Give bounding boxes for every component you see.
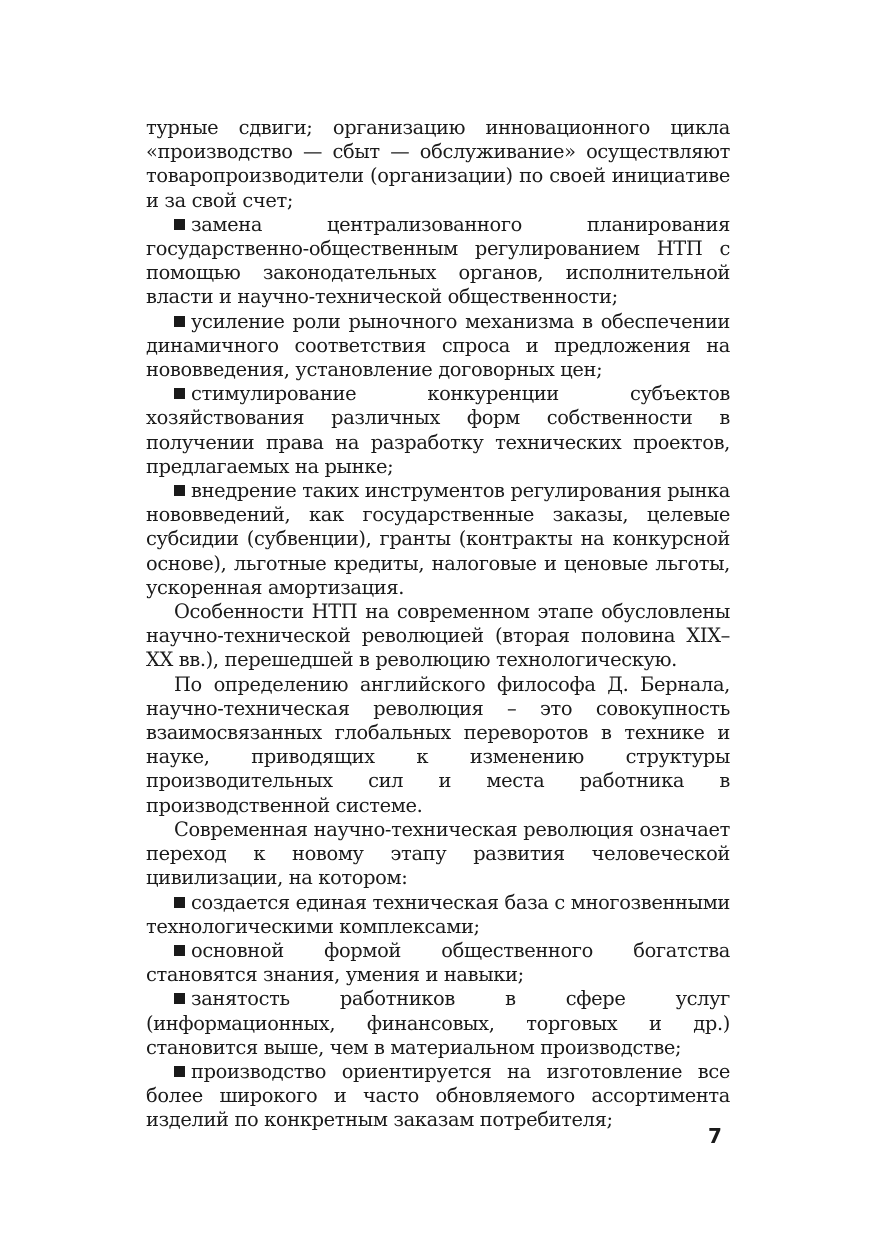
square-bullet-icon [174, 897, 185, 908]
paragraph-continuation: турные сдвиги; организацию инновационного цикла «производство — сбыт — обслуживание» осуществляют товаропроизводители (организации) по своей инициативе и за свой счет; [146, 116, 730, 212]
bullet-text: создается единая техническая база с многозвенными технологическими комплексами; [146, 890, 730, 938]
bullet-item [146, 987, 730, 1060]
bullet-text: замена централизованного планирования государственно-общественным регулированием НТП с помощью законодательных органов, исполнительной власти и научно-технической общественности; [146, 212, 730, 309]
bullet-text: основной формой общественного богатства становятся знания, умения и навыки; [146, 938, 730, 987]
paragraph: Современная научно-техническая революция означает переход к новому этапу развития человеческой цивилизации, на котором: [146, 817, 730, 890]
bullet-text: занятость работников в сфере услуг (информационных, финансовых, торговых и др.) становится выше, чем в материальном производстве; [146, 987, 730, 1059]
bullet-item [146, 891, 730, 939]
square-bullet-icon [174, 485, 185, 496]
paragraph: По определению английского философа Д. Бернала, научно-техническая революция – это совокупность взаимосвязанных глобальных переворотов в технике и науке, приводящих к изменению структуры производительных сил и места работника в производственной системе. [146, 672, 730, 817]
bullet-item [146, 213, 730, 310]
paragraph: Особенности НТП на современном этапе обусловлены научно-технической революцией (вторая половина XIX–XX вв.), перешедшей в революцию технологическую. [146, 600, 730, 672]
bullet-text: производство ориентируется на изготовление все более широкого и часто обновляемого ассортимента изделий по конкретным заказам потребителя; [146, 1059, 730, 1132]
bullet-text: усиление роли рыночного механизма в обеспечении динамичного соответствия спроса и предложения на нововведения, установление договорных цен; [146, 309, 730, 382]
square-bullet-icon [174, 388, 185, 399]
bullet-item [146, 479, 730, 600]
bullet-item [146, 310, 730, 383]
bullet-text: стимулирование конкуренции субъектов хозяйствования различных форм собственности в получении права на разработку технических проектов, предлагаемых на рынке; [146, 382, 730, 478]
square-bullet-icon [174, 993, 185, 1004]
square-bullet-icon [174, 945, 185, 956]
bullet-item [146, 939, 730, 987]
bullet-item [146, 1060, 730, 1133]
page-number: 7 [708, 1124, 722, 1148]
square-bullet-icon [174, 316, 185, 327]
square-bullet-icon [174, 1066, 185, 1077]
square-bullet-icon [174, 219, 185, 230]
body-text [146, 116, 730, 1133]
bullet-text: внедрение таких инструментов регулирования рынка нововведений, как государственные заказы, целевые субсидии (субвенции), гранты (контракты на конкурсной основе), льготные кредиты, налоговые и ценовые льготы, ускоренная амортизация. [146, 479, 730, 599]
bullet-item [146, 382, 730, 479]
